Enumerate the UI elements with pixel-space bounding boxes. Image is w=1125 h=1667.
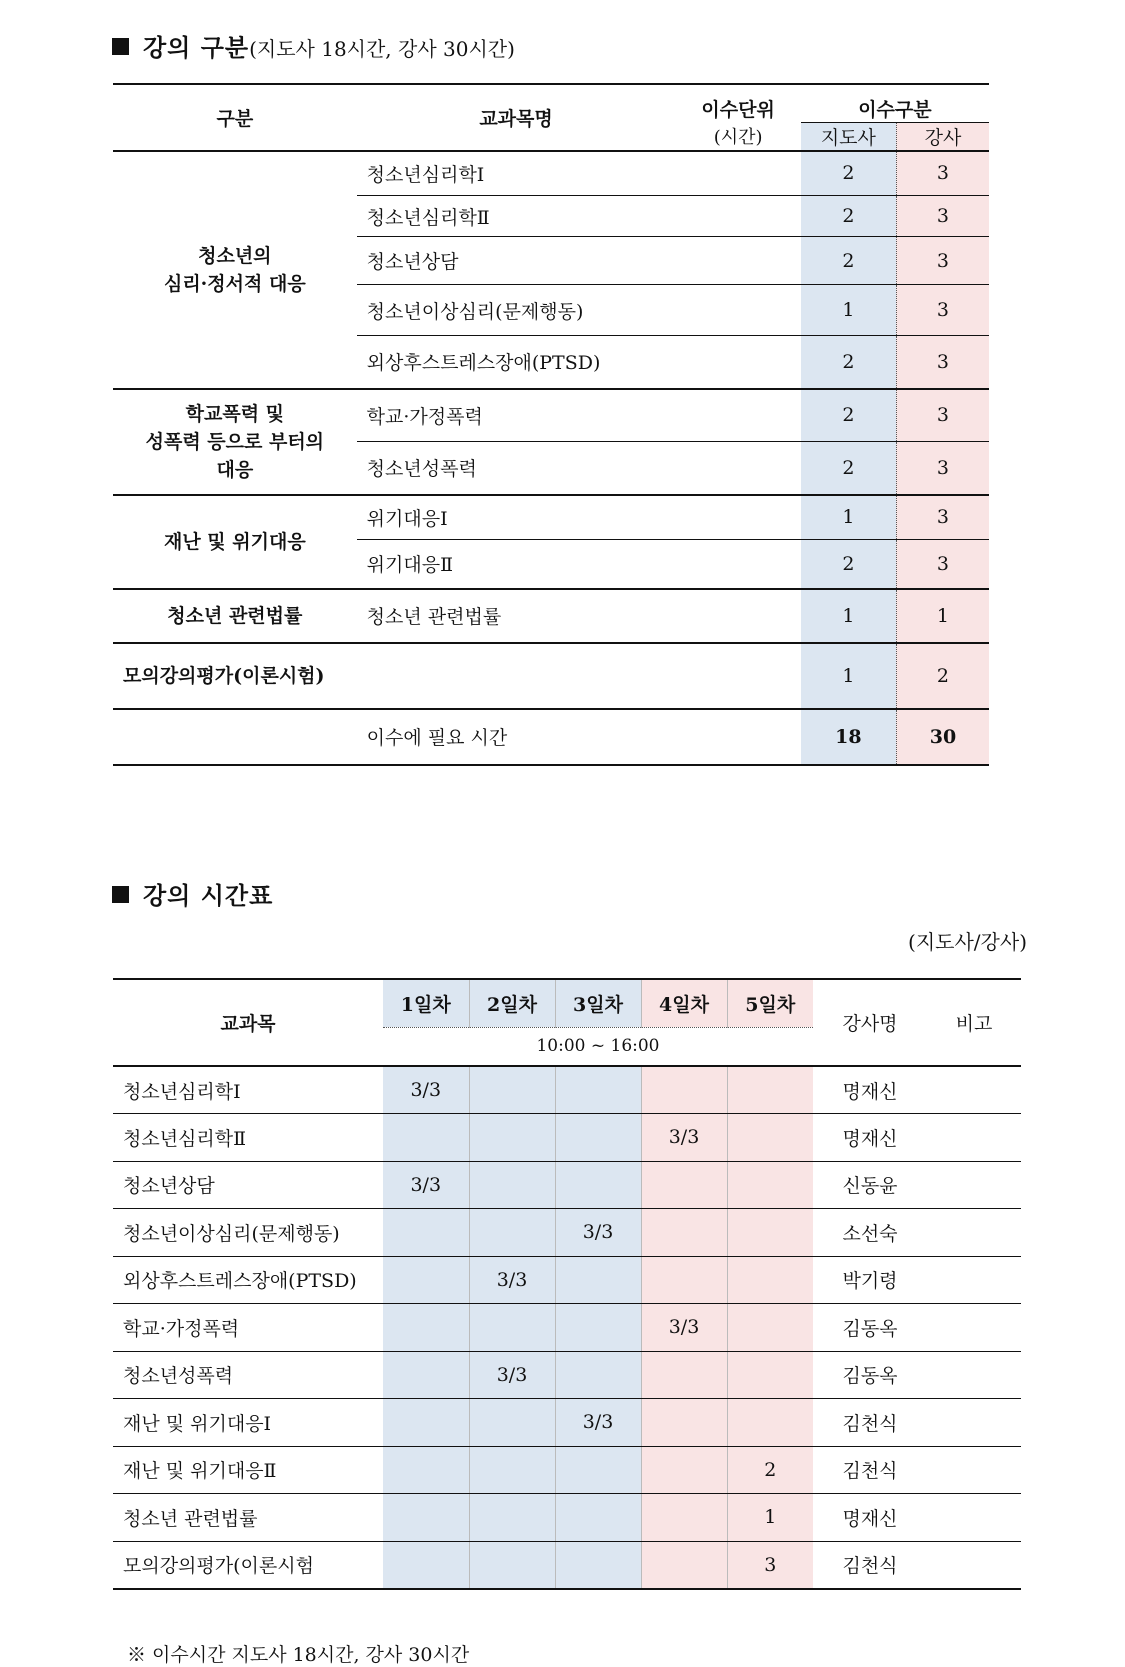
table-row xyxy=(113,1114,1021,1162)
day-3-cell xyxy=(555,1446,641,1494)
header-unit-sub: (시간) xyxy=(675,122,800,151)
subject-cell: 청소년성폭력 xyxy=(113,1351,383,1399)
counselor-hours-cell: 2 xyxy=(801,196,897,237)
note-cell xyxy=(927,1161,1021,1209)
subject-cell: 청소년심리학Ⅰ xyxy=(357,151,801,196)
subject-cell: 청소년성폭력 xyxy=(357,442,801,495)
note-cell xyxy=(927,1541,1021,1589)
table-row xyxy=(113,1494,1021,1542)
day-1-cell xyxy=(383,1446,469,1494)
subject-cell: 재난 및 위기대응Ⅱ xyxy=(113,1446,383,1494)
header-day-1: 1일차 xyxy=(383,979,469,1027)
subject-cell: 청소년심리학Ⅰ xyxy=(113,1066,383,1114)
header-instructor: 강사명 xyxy=(813,979,927,1066)
instructor-hours-cell: 3 xyxy=(896,540,989,589)
section1-subtitle: (지도사 18시간, 강사 30시간) xyxy=(249,37,515,61)
counselor-hours-cell: 1 xyxy=(801,285,897,336)
subject-cell: 청소년 관련법률 xyxy=(113,1494,383,1542)
table-row xyxy=(113,1351,1021,1399)
instructor-name-cell: 명재신 xyxy=(813,1494,927,1542)
subject-cell: 위기대응Ⅱ xyxy=(357,540,801,589)
subject-cell: 학교·가정폭력 xyxy=(357,389,801,442)
day-3-cell xyxy=(555,1256,641,1304)
day-4-cell xyxy=(641,1161,727,1209)
counselor-hours-cell: 1 xyxy=(801,643,897,709)
instructor-name-cell: 김천식 xyxy=(813,1541,927,1589)
day-4-cell xyxy=(641,1541,727,1589)
instructor-hours-cell: 1 xyxy=(896,589,989,643)
category-cell: 청소년 관련법률 xyxy=(113,589,357,643)
table-row xyxy=(113,1209,1021,1257)
day-5-cell: 3 xyxy=(727,1541,813,1589)
total-label: 이수에 필요 시간 xyxy=(366,727,508,749)
day-5-cell xyxy=(727,1209,813,1257)
instructor-hours-cell: 3 xyxy=(896,336,989,389)
day-2-cell xyxy=(469,1494,555,1542)
header-subject: 교과목 xyxy=(113,979,383,1066)
day-2-cell xyxy=(469,1209,555,1257)
instructor-name-cell: 소선숙 xyxy=(813,1209,927,1257)
subject-cell: 청소년상담 xyxy=(113,1161,383,1209)
unit-note: (지도사/강사) xyxy=(908,930,1027,954)
instructor-hours-cell: 2 xyxy=(896,643,989,709)
square-bullet-icon xyxy=(112,886,129,903)
day-4-cell xyxy=(641,1256,727,1304)
day-4-cell xyxy=(641,1351,727,1399)
subject-cell: 모의강의평가(이론시험 xyxy=(113,1541,383,1589)
day-2-cell xyxy=(469,1541,555,1589)
day-4-cell xyxy=(641,1066,727,1114)
day-2-cell: 3/3 xyxy=(469,1351,555,1399)
header-counselor: 지도사 xyxy=(801,122,897,151)
instructor-name-cell: 신동윤 xyxy=(813,1161,927,1209)
table-row xyxy=(113,1304,1021,1352)
day-2-cell xyxy=(469,1066,555,1114)
day-1-cell xyxy=(383,1209,469,1257)
subject-cell: 청소년심리학Ⅱ xyxy=(113,1114,383,1162)
day-3-cell: 3/3 xyxy=(555,1209,641,1257)
counselor-hours-cell: 2 xyxy=(801,540,897,589)
day-3-cell xyxy=(555,1114,641,1162)
subject-cell: 외상후스트레스장애(PTSD) xyxy=(113,1256,383,1304)
section1-title: 강의 구분(지도사 18시간, 강사 30시간) xyxy=(112,28,515,63)
mock-eval-label: 모의강의평가(이론시험) xyxy=(113,643,801,709)
header-category: 구분 xyxy=(113,84,357,151)
subject-cell: 청소년이상심리(문제행동) xyxy=(113,1209,383,1257)
instructor-hours-cell: 3 xyxy=(896,389,989,442)
instructor-name-cell: 김동옥 xyxy=(813,1304,927,1352)
subject-cell: 청소년이상심리(문제행동) xyxy=(357,285,801,336)
note-cell xyxy=(927,1304,1021,1352)
day-5-cell xyxy=(727,1114,813,1162)
day-3-cell xyxy=(555,1541,641,1589)
day-2-cell xyxy=(469,1161,555,1209)
day-5-cell xyxy=(727,1161,813,1209)
day-3-cell xyxy=(555,1066,641,1114)
subject-cell: 위기대응Ⅰ xyxy=(357,495,801,540)
square-bullet-icon xyxy=(112,38,129,55)
header-day-5: 5일차 xyxy=(727,979,813,1027)
note-cell xyxy=(927,1209,1021,1257)
subject-cell: 청소년 관련법률 xyxy=(357,589,801,643)
total-counselor-cell: 18 xyxy=(801,709,897,765)
day-4-cell: 3/3 xyxy=(641,1304,727,1352)
day-1-cell xyxy=(383,1114,469,1162)
table-row xyxy=(113,1541,1021,1589)
instructor-name-cell: 김동옥 xyxy=(813,1351,927,1399)
day-1-cell: 3/3 xyxy=(383,1066,469,1114)
day-1-cell xyxy=(383,1351,469,1399)
instructor-hours-cell: 3 xyxy=(896,237,989,285)
day-5-cell xyxy=(727,1304,813,1352)
day-5-cell xyxy=(727,1399,813,1447)
subject-cell: 재난 및 위기대응Ⅰ xyxy=(113,1399,383,1447)
header-instructor: 강사 xyxy=(896,122,989,151)
day-2-cell: 3/3 xyxy=(469,1256,555,1304)
day-2-cell xyxy=(469,1399,555,1447)
header-day-3: 3일차 xyxy=(555,979,641,1027)
counselor-hours-cell: 2 xyxy=(801,442,897,495)
day-2-cell xyxy=(469,1446,555,1494)
instructor-name-cell: 명재신 xyxy=(813,1114,927,1162)
counselor-hours-cell: 1 xyxy=(801,589,897,643)
footnote: ※ 이수시간 지도사 18시간, 강사 30시간 xyxy=(127,1644,470,1666)
subject-cell: 학교·가정폭력 xyxy=(113,1304,383,1352)
instructor-hours-cell: 3 xyxy=(896,196,989,237)
instructor-name-cell: 명재신 xyxy=(813,1066,927,1114)
day-4-cell xyxy=(641,1446,727,1494)
timetable xyxy=(113,978,1021,1590)
note-cell xyxy=(927,1494,1021,1542)
table-row xyxy=(113,1161,1021,1209)
day-5-cell: 1 xyxy=(727,1494,813,1542)
note-cell xyxy=(927,1399,1021,1447)
subject-cell: 청소년상담 xyxy=(357,237,801,285)
header-day-2: 2일차 xyxy=(469,979,555,1027)
total-empty-cell xyxy=(113,709,357,765)
day-3-cell xyxy=(555,1351,641,1399)
course-division-table xyxy=(113,83,989,766)
day-2-cell xyxy=(469,1304,555,1352)
day-1-cell xyxy=(383,1304,469,1352)
instructor-name-cell: 김천식 xyxy=(813,1446,927,1494)
header-day-4: 4일차 xyxy=(641,979,727,1027)
header-time: 10:00 ~ 16:00 xyxy=(383,1027,813,1066)
table-row xyxy=(113,1256,1021,1304)
instructor-name-cell: 박기령 xyxy=(813,1256,927,1304)
day-1-cell xyxy=(383,1541,469,1589)
header-note: 비고 xyxy=(927,979,1021,1066)
note-cell xyxy=(927,1066,1021,1114)
section2-title: 강의 시간표 xyxy=(112,876,273,911)
day-4-cell xyxy=(641,1209,727,1257)
day-4-cell: 3/3 xyxy=(641,1114,727,1162)
instructor-hours-cell: 3 xyxy=(896,285,989,336)
header-unit: 이수단위 xyxy=(701,99,775,121)
day-1-cell xyxy=(383,1256,469,1304)
subject-cell: 청소년심리학Ⅱ xyxy=(357,196,801,237)
day-1-cell: 3/3 xyxy=(383,1161,469,1209)
day-5-cell: 2 xyxy=(727,1446,813,1494)
header-subject: 교과목명 xyxy=(357,84,676,151)
table-row xyxy=(113,1446,1021,1494)
day-1-cell xyxy=(383,1494,469,1542)
day-4-cell xyxy=(641,1494,727,1542)
instructor-name-cell: 김천식 xyxy=(813,1399,927,1447)
instructor-hours-cell: 3 xyxy=(896,151,989,196)
category-cell: 학교폭력 및 성폭력 등으로 부터의 대응 xyxy=(113,389,357,495)
category-cell: 청소년의 심리·정서적 대응 xyxy=(113,151,357,389)
counselor-hours-cell: 2 xyxy=(801,389,897,442)
table-row xyxy=(113,1066,1021,1114)
instructor-hours-cell: 3 xyxy=(896,442,989,495)
category-cell: 재난 및 위기대응 xyxy=(113,495,357,589)
day-1-cell xyxy=(383,1399,469,1447)
day-3-cell: 3/3 xyxy=(555,1399,641,1447)
day-4-cell xyxy=(641,1399,727,1447)
total-instructor-cell: 30 xyxy=(896,709,989,765)
day-2-cell xyxy=(469,1114,555,1162)
counselor-hours-cell: 2 xyxy=(801,237,897,285)
day-5-cell xyxy=(727,1351,813,1399)
counselor-hours-cell: 1 xyxy=(801,495,897,540)
subject-cell: 외상후스트레스장애(PTSD) xyxy=(357,336,801,389)
day-3-cell xyxy=(555,1304,641,1352)
instructor-hours-cell: 3 xyxy=(896,495,989,540)
counselor-hours-cell: 2 xyxy=(801,336,897,389)
note-cell xyxy=(927,1256,1021,1304)
header-division: 이수구분 xyxy=(801,84,989,122)
note-cell xyxy=(927,1114,1021,1162)
day-3-cell xyxy=(555,1494,641,1542)
day-3-cell xyxy=(555,1161,641,1209)
table-row xyxy=(113,1399,1021,1447)
day-5-cell xyxy=(727,1256,813,1304)
note-cell xyxy=(927,1446,1021,1494)
note-cell xyxy=(927,1351,1021,1399)
day-5-cell xyxy=(727,1066,813,1114)
counselor-hours-cell: 2 xyxy=(801,151,897,196)
